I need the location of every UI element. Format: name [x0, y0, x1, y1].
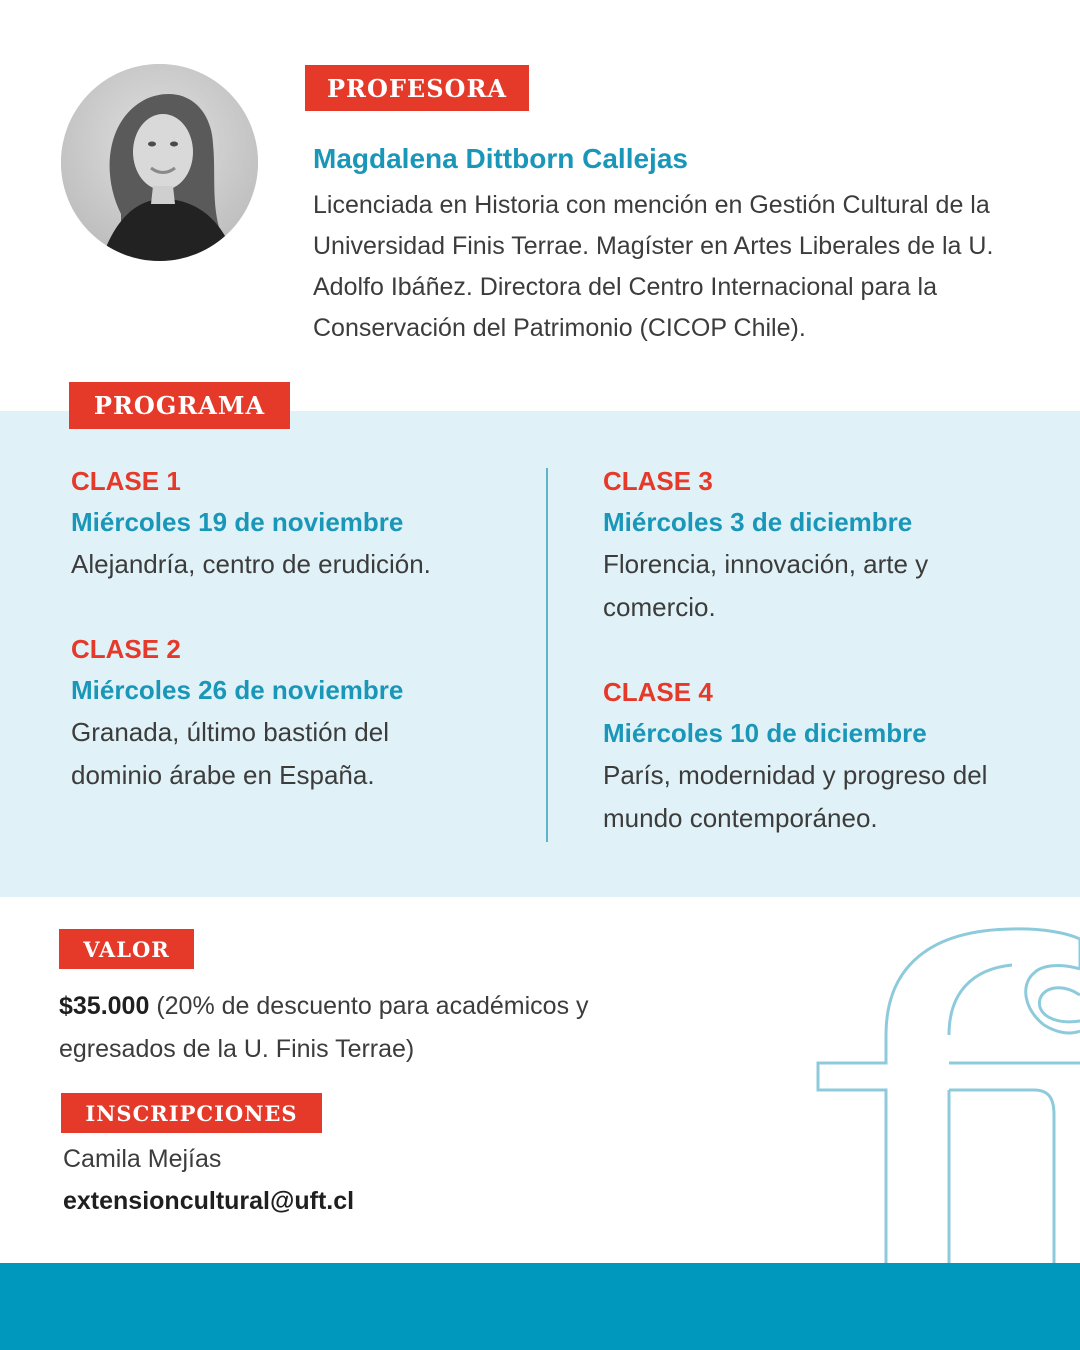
- clase-2: [71, 629, 471, 797]
- clase-label: CLASE 2: [71, 634, 181, 664]
- professor-bio: Licenciada en Historia con mención en Gestión Cultural de la Universidad Finis Terrae. Magíster en Artes Liberales de la U. Adolfo Ibáñez. Directora del Centro Internacional para la Conservación del Patrimonio (CICOP Chile).: [313, 191, 994, 342]
- clase-3: [603, 461, 973, 629]
- contact-name: Camila Mejías: [63, 1145, 222, 1173]
- clase-date: Miércoles 3 de diciembre: [603, 507, 913, 537]
- program-divider: [546, 468, 548, 842]
- professor-portrait-icon: [61, 64, 258, 261]
- profesora-tag: PROFESORA: [305, 65, 529, 111]
- clase-date: Miércoles 19 de noviembre: [71, 507, 404, 537]
- clase-description: Granada, último bastión del dominio árabe en España.: [71, 717, 389, 790]
- valor-note: (20% de descuento para académicos y egresados de la U. Finis Terrae): [59, 992, 589, 1063]
- valor-price: $35.000: [59, 992, 150, 1020]
- footer-bar: [0, 1263, 1080, 1350]
- clase-description: Florencia, innovación, arte y comercio.: [603, 549, 929, 622]
- valor-tag: VALOR: [59, 929, 194, 969]
- clase-4: [603, 672, 1023, 840]
- inscripciones-tag: INSCRIPCIONES: [61, 1093, 322, 1133]
- clase-label: CLASE 1: [71, 466, 181, 496]
- clase-description: Alejandría, centro de erudición.: [71, 549, 431, 579]
- clase-date: Miércoles 10 de diciembre: [603, 718, 927, 748]
- programa-tag: PROGRAMA: [69, 382, 290, 429]
- clase-label: CLASE 3: [603, 466, 713, 496]
- finis-terrae-logo-icon: [812, 925, 1080, 1265]
- clase-date: Miércoles 26 de noviembre: [71, 675, 404, 705]
- professor-name: Magdalena Dittborn Callejas: [313, 143, 688, 174]
- contact-email[interactable]: extensioncultural@uft.cl: [63, 1187, 355, 1215]
- clase-1: [71, 461, 531, 586]
- clase-description: París, modernidad y progreso del mundo contemporáneo.: [603, 760, 988, 833]
- valor-text: [59, 985, 659, 1071]
- clase-label: CLASE 4: [603, 677, 713, 707]
- professor-avatar: [61, 64, 258, 261]
